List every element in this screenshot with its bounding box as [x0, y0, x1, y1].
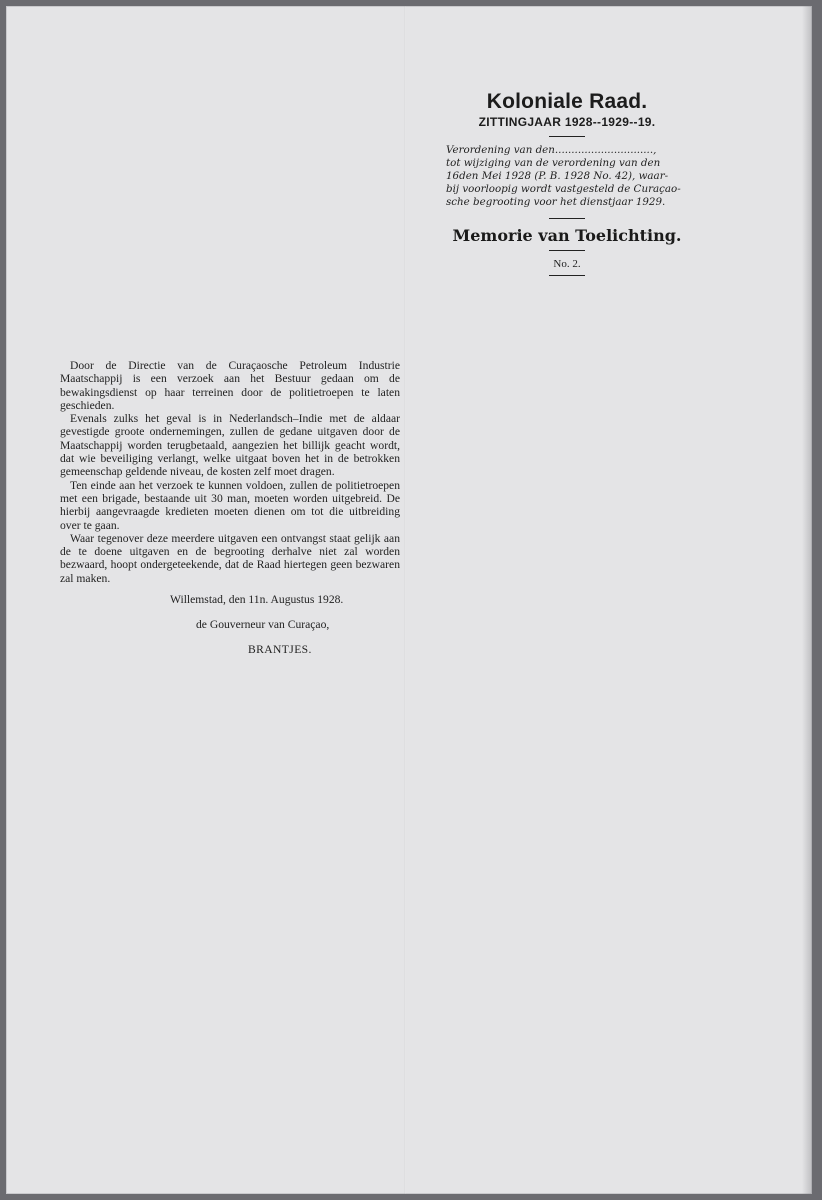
document-header: [442, 90, 692, 276]
paragraph: Ten einde aan het verzoek te kunnen voldoen, zullen de politietroepen met een brigade, bestaande uit 30 man, moeten worden uitgebreid. De hierbij aangevraagde kredieten moeten dienen om tot die uitbreiding over te gaan.: [60, 478, 400, 532]
signer-name: BRANTJES.: [248, 643, 312, 656]
subject-line: tot wijziging van de verordening van den: [446, 157, 661, 169]
divider: [549, 250, 585, 251]
paragraph: Door de Directie van de Curaçaosche Petroleum Industrie Maatschappij is een verzoek aan het Bestuur gedaan om de bewakingsdienst op haar terreinen door de politietroepen te laten geschieden.: [60, 359, 400, 412]
divider: [549, 136, 585, 137]
council-title: Koloniale Raad.: [486, 90, 648, 113]
paragraph: Waar tegenover deze meerdere uitgaven een ontvangst staat gelijk aan de te doene uitgaven en de begrooting derhalve niet zal worden bezwaard, hoopt ondergeteekende, dat de Raad hiertegen geen bezwaren zal maken.: [60, 531, 400, 585]
memorie-heading: Memorie van Toelichting.: [452, 226, 682, 245]
document-number: No. 2.: [553, 258, 581, 270]
place-date: Willemstad, den 11n. Augustus 1928.: [170, 593, 344, 606]
explanatory-text: [60, 359, 400, 656]
subject-line: Verordening van den..............................,: [446, 144, 657, 156]
page-edge-shadow: [802, 6, 812, 1194]
subject-line: bij voorloopig wordt vastgesteld de Curaçao-: [446, 183, 681, 195]
session-year: ZITTINGJAAR 1928--1929--19.: [478, 115, 656, 129]
ordinance-subject: [442, 144, 692, 209]
divider: [549, 275, 585, 276]
signer-title: de Gouverneur van Curaçao,: [196, 618, 330, 631]
subject-line: 16den Mei 1928 (P. B. 1928 No. 42), waar-: [446, 170, 669, 182]
document-page: [6, 6, 812, 1194]
paragraph: Evenals zulks het geval is in Nederlandsch–Indie met de aldaar gevestigde groote ondernemingen, zullen de gedane uitgaven door de Maatschappij worden terugbetaald, aangezien het billijk geacht wordt, dat wie beveiliging verlangt, welke uitgaat boven het in de betrokken gemeenschap geldende niveau, de kosten zelf moet dragen.: [60, 412, 400, 479]
subject-line: sche begrooting voor het dienstjaar 1929.: [446, 196, 666, 208]
divider: [549, 218, 585, 219]
